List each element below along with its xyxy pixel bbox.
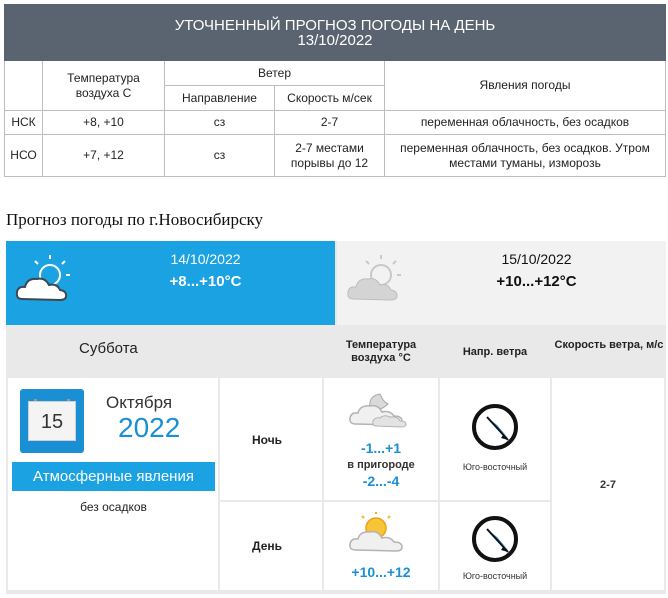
forecast-title xyxy=(5,5,666,61)
month: Октября xyxy=(106,393,173,412)
temp-cell: +7, +12 xyxy=(43,135,165,177)
forecast-date: 13/10/2022 xyxy=(297,31,373,49)
table-row xyxy=(5,111,666,135)
table-row xyxy=(5,135,666,177)
tab-temp: +8...+10°C xyxy=(169,273,242,290)
suburb-label: в пригороде xyxy=(347,459,415,471)
compass-icon xyxy=(470,514,520,564)
wind-speed-cell xyxy=(552,378,664,590)
calendar-page xyxy=(28,401,76,441)
weather-widget xyxy=(6,241,666,594)
night-temp-cell xyxy=(324,378,438,500)
phenomena-value: без осадков xyxy=(80,500,147,514)
calendar-day: 15 xyxy=(40,411,64,433)
wind-speed-col-header: Скорость ветра, м/с xyxy=(554,339,664,351)
night-temp: -1...+1 xyxy=(360,440,402,456)
tab-day-1[interactable] xyxy=(6,241,335,325)
region-cell: НСК xyxy=(5,111,43,135)
direction-header: Направление xyxy=(165,86,275,111)
forecast-table xyxy=(4,4,666,177)
night-wind-cell xyxy=(440,378,550,500)
phenomena-cell: переменная облачность, без осадков xyxy=(385,111,666,135)
day-temp: +10...+12 xyxy=(351,564,411,580)
tab-date: 14/10/2022 xyxy=(170,251,241,267)
tab-date: 15/10/2022 xyxy=(501,251,572,267)
temp-col-header: Температура воздуха °С xyxy=(345,339,417,364)
day-label: День xyxy=(252,539,282,553)
calendar-icon xyxy=(20,389,84,453)
speed-header: Скорость м/сек xyxy=(275,86,385,111)
temp-cell: +8, +10 xyxy=(43,111,165,135)
speed-cell: 2-7 xyxy=(275,111,385,135)
phenomena-header: Явления погоды xyxy=(385,61,666,111)
tab-day-2[interactable] xyxy=(337,241,666,325)
year: 2022 xyxy=(118,412,181,443)
direction-cell: сз xyxy=(165,135,275,177)
day-label-cell xyxy=(220,502,322,590)
tab-temp: +10...+12°C xyxy=(496,273,577,290)
night-label-cell xyxy=(220,378,322,500)
speed-cell: 2-7 местами порывы до 12 xyxy=(275,135,385,177)
phenomena-cell: переменная облачность, без осадков. Утром местами туманы, изморозь xyxy=(385,135,666,177)
wind-dir-col-header: Напр. ветра xyxy=(462,346,528,358)
moon-cloud-icon xyxy=(346,390,416,430)
phenomena-button[interactable]: Атмосферные явления xyxy=(12,462,215,491)
day-wind-dir: Юго-восточный xyxy=(462,571,528,581)
compass-icon xyxy=(470,402,520,452)
sun-cloud-icon xyxy=(346,512,416,556)
direction-cell: сз xyxy=(165,111,275,135)
region-header xyxy=(5,61,43,111)
wind-header: Ветер xyxy=(165,61,385,86)
weekday: Суббота xyxy=(79,340,138,357)
wind-speed: 2-7 xyxy=(600,479,616,491)
forecast-title-text: УТОЧНЕННЫЙ ПРОГНОЗ ПОГОДЫ НА ДЕНЬ xyxy=(174,16,496,34)
temp-header: Температура воздуха С xyxy=(43,61,165,111)
suburb-temp: -2...-4 xyxy=(362,473,400,489)
day-temp-cell xyxy=(324,502,438,590)
night-wind-dir: Юго-восточный xyxy=(462,462,528,472)
city-forecast-title: Прогноз погоды по г.Новосибирску xyxy=(6,210,264,229)
date-panel xyxy=(8,378,218,590)
night-label: Ночь xyxy=(252,433,283,447)
day-wind-cell xyxy=(440,502,550,590)
region-cell: НСО xyxy=(5,135,43,177)
